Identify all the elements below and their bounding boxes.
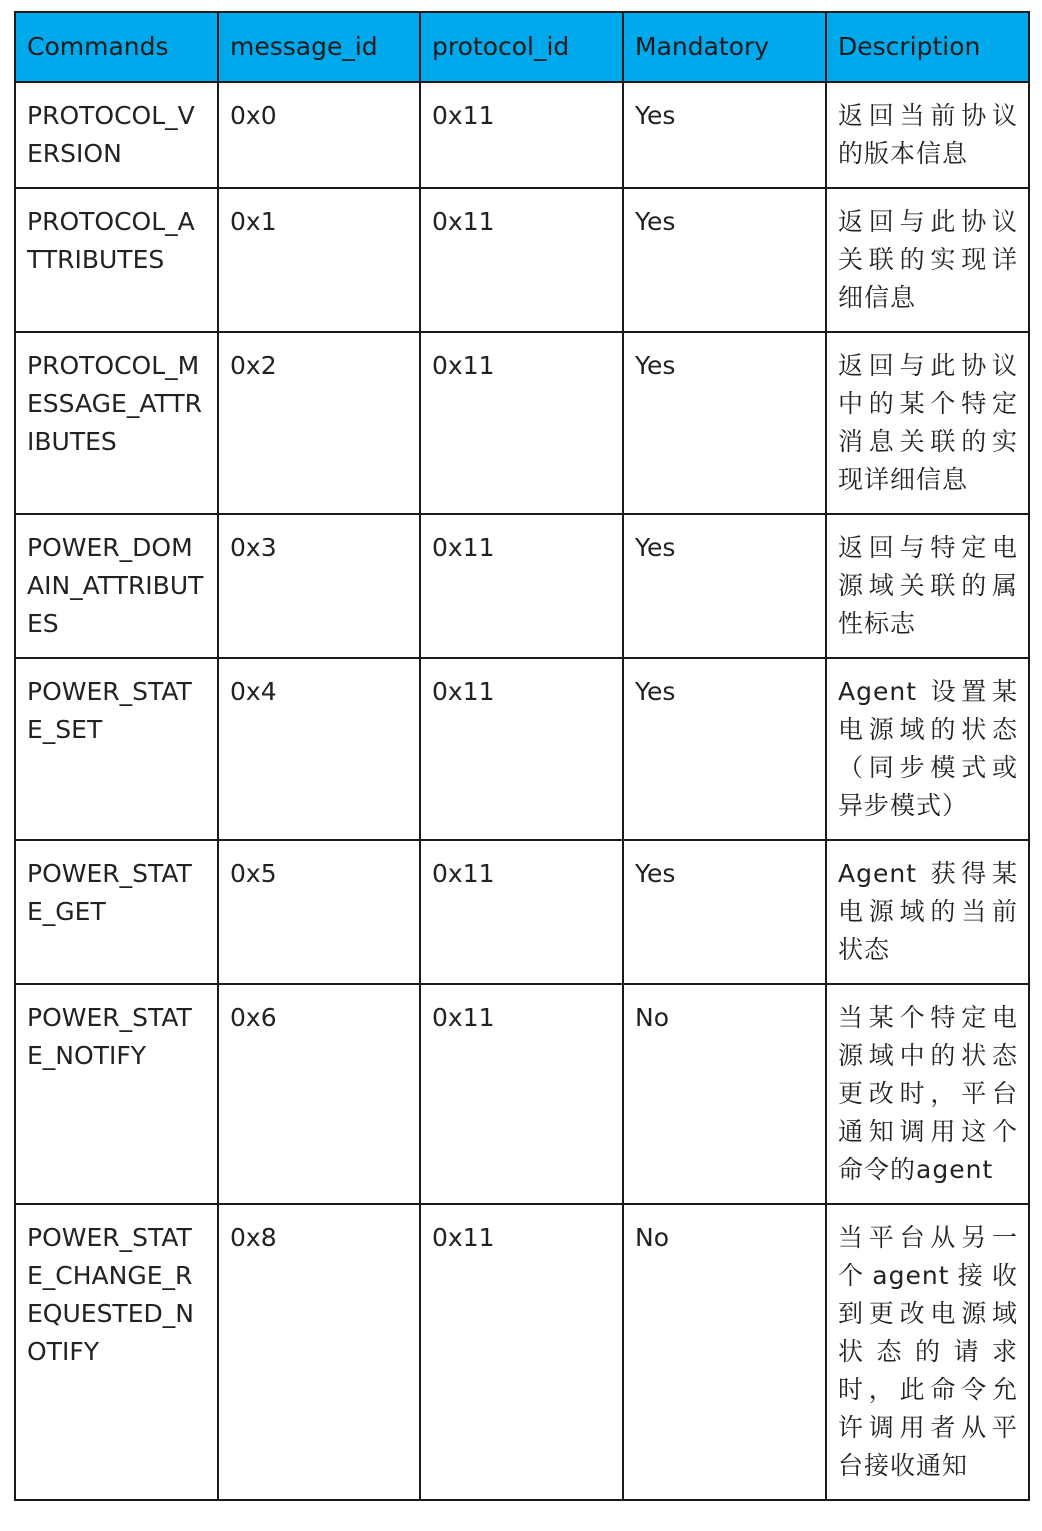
table-row [15,82,1029,188]
header-message-id: message_id [218,12,420,82]
command-cell: POWER_STATE_NOTIFY [15,984,218,1204]
protocol-id-cell: 0x11 [420,514,623,658]
message-id-cell: 0x1 [218,188,420,332]
protocol-id-cell: 0x11 [420,984,623,1204]
description-cell: Agent 设置某电源域的状态（同步模式或异步模式） [826,658,1029,840]
description-cell: 当某个特定电源域中的状态更改时，平台通知调用这个命令的agent [826,984,1029,1204]
header-commands: Commands [15,12,218,82]
table-row [15,1204,1029,1500]
protocol-id-cell: 0x11 [420,840,623,984]
message-id-cell: 0x4 [218,658,420,840]
table-header [15,12,1029,82]
description-cell: 返回与此协议关联的实现详细信息 [826,188,1029,332]
description-cell: 返回当前协议的版本信息 [826,82,1029,188]
command-cell: POWER_STATE_CHANGE_REQUESTED_NOTIFY [15,1204,218,1500]
header-row [15,12,1029,82]
message-id-cell: 0x8 [218,1204,420,1500]
mandatory-cell: Yes [623,188,826,332]
header-description: Description [826,12,1029,82]
table-row [15,984,1029,1204]
commands-table [14,11,1030,1501]
mandatory-cell: No [623,984,826,1204]
message-id-cell: 0x3 [218,514,420,658]
message-id-cell: 0x0 [218,82,420,188]
mandatory-cell: Yes [623,658,826,840]
mandatory-cell: Yes [623,840,826,984]
table-row [15,332,1029,514]
description-cell: 当平台从另一个agent接收到更改电源域状态的请求时，此命令允许调用者从平台接收通知 [826,1204,1029,1500]
description-cell: Agent 获得某电源域的当前状态 [826,840,1029,984]
protocol-id-cell: 0x11 [420,658,623,840]
mandatory-cell: Yes [623,514,826,658]
message-id-cell: 0x5 [218,840,420,984]
table-row [15,188,1029,332]
command-cell: POWER_DOMAIN_ATTRIBUTES [15,514,218,658]
command-cell: POWER_STATE_GET [15,840,218,984]
protocol-id-cell: 0x11 [420,332,623,514]
mandatory-cell: Yes [623,82,826,188]
mandatory-cell: Yes [623,332,826,514]
mandatory-cell: No [623,1204,826,1500]
table-row [15,514,1029,658]
command-cell: PROTOCOL_ATTRIBUTES [15,188,218,332]
protocol-id-cell: 0x11 [420,188,623,332]
table-row [15,658,1029,840]
command-cell: POWER_STATE_SET [15,658,218,840]
command-cell: PROTOCOL_VERSION [15,82,218,188]
protocol-id-cell: 0x11 [420,1204,623,1500]
header-protocol-id: protocol_id [420,12,623,82]
description-cell: 返回与特定电源域关联的属性标志 [826,514,1029,658]
command-cell: PROTOCOL_MESSAGE_ATTRIBUTES [15,332,218,514]
header-mandatory: Mandatory [623,12,826,82]
description-cell: 返回与此协议中的某个特定消息关联的实现详细信息 [826,332,1029,514]
message-id-cell: 0x6 [218,984,420,1204]
message-id-cell: 0x2 [218,332,420,514]
table-body [15,82,1029,1500]
table-row [15,840,1029,984]
protocol-id-cell: 0x11 [420,82,623,188]
